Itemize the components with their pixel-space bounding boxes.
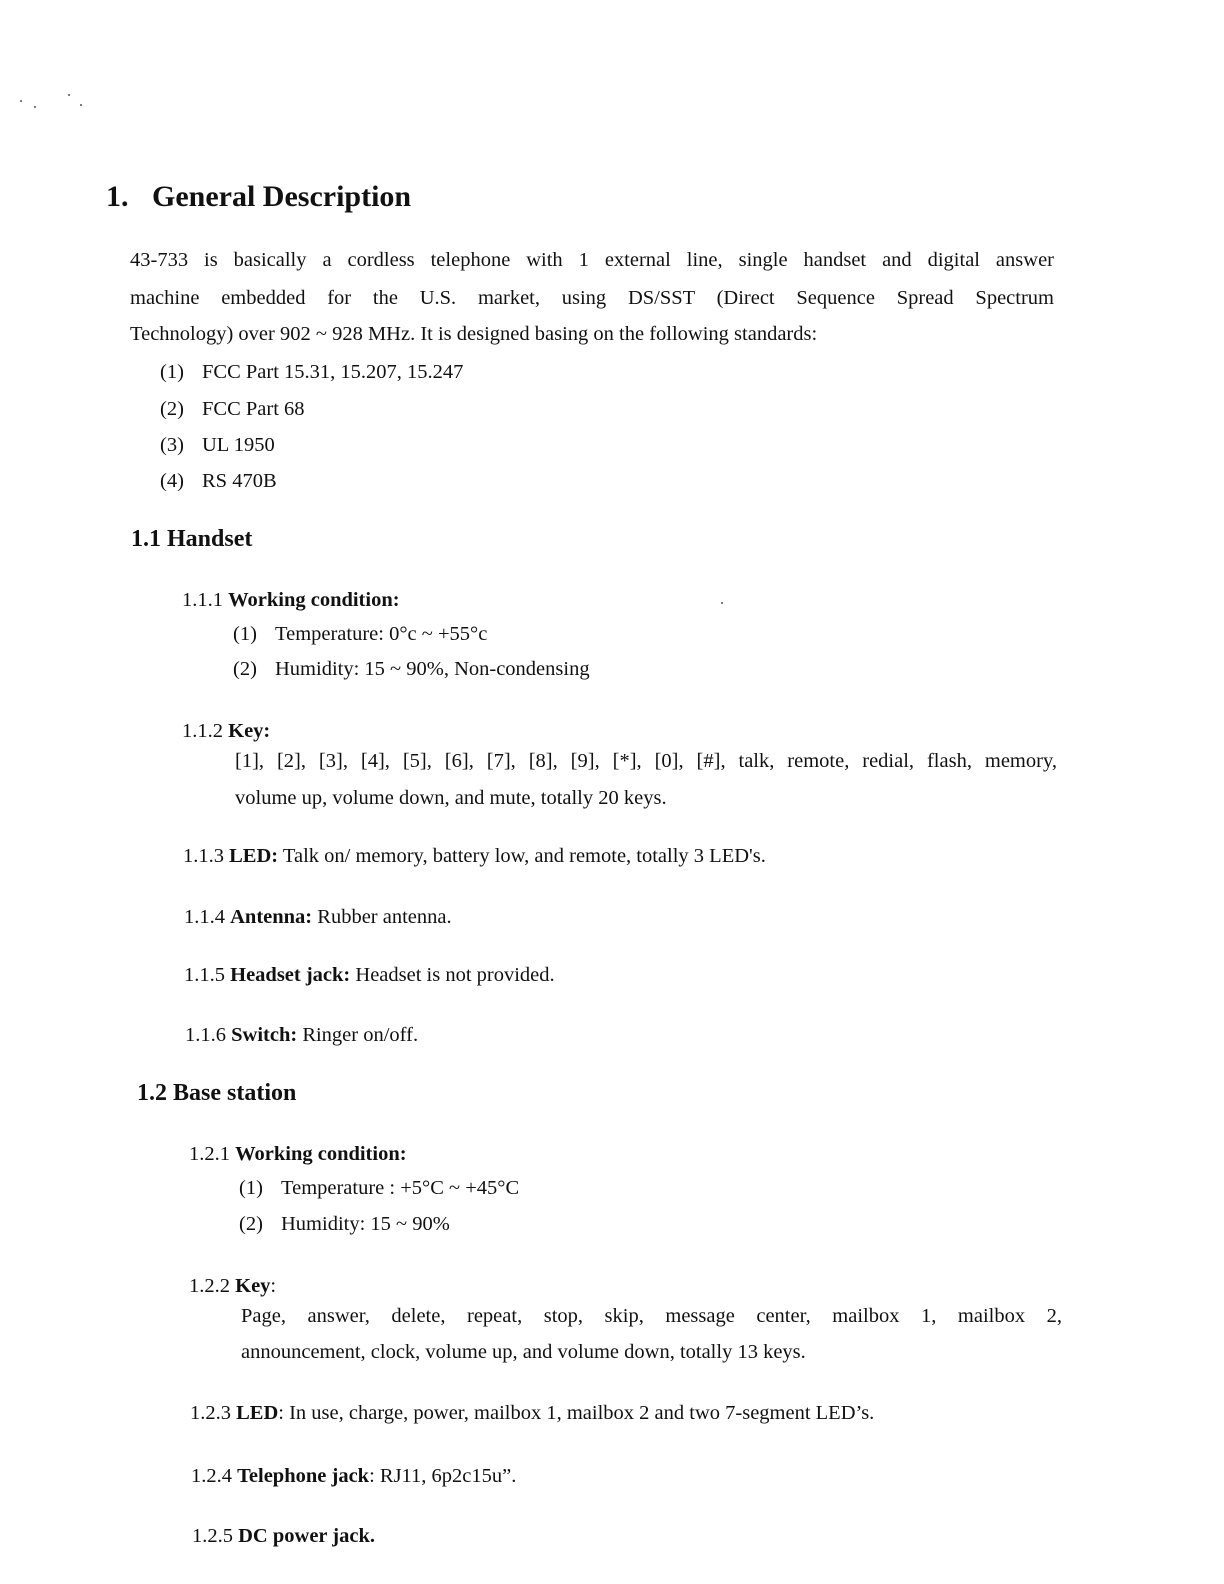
section-heading-base-station: 1.2 Base station [137,1080,297,1106]
item-label: (2) [239,1213,263,1235]
intro-line-2: machine embedded for the U.S. market, using DS/SST (Direct Sequence Spread Spectrum [130,287,1054,309]
sub-number: 1.2.1 [189,1143,230,1165]
item-text: Humidity: 15 ~ 90%, Non-condensing [275,658,590,680]
sub-number: 1.1.2 [182,720,223,742]
standard-item [160,434,275,457]
section-heading-handset: 1.1 Handset [131,526,253,552]
sub-text: Talk on/ memory, battery low, and remote, totally 3 LED's. [282,845,766,867]
handset-antenna [184,906,452,929]
list-item [233,623,487,646]
handset-switch [185,1024,418,1047]
sub-label: Key [235,1275,271,1297]
item-text: Humidity: 15 ~ 90% [281,1213,450,1235]
sub-label: LED [236,1402,279,1424]
sub-number: 1.2.2 [189,1275,230,1297]
sub-label: Telephone jack [237,1465,370,1487]
sub-number: 1.2.5 [192,1525,233,1547]
section-title: General Description [152,180,412,213]
item-text: UL 1950 [202,434,275,456]
item-text: Temperature: 0°c ~ +55°c [275,623,488,645]
sub-label: Working condition: [235,1143,407,1165]
sub-label: Headset jack: [230,964,351,986]
standard-item [160,398,305,421]
item-label: (1) [239,1177,263,1199]
sub-text: Rubber antenna. [317,906,452,928]
handset-key-line-1: [1], [2], [3], [4], [5], [6], [7], [8], [9], [*], [0], [#], talk, remote, redial, flash, memory, [235,750,1057,772]
item-label: (2) [233,658,257,680]
sub-text: Ringer on/off. [302,1024,419,1046]
scan-speck [68,94,70,96]
sub-label: LED: [229,845,279,867]
handset-key-line-2: volume up, volume down, and mute, totally 20 keys. [235,787,667,809]
scan-speck [20,100,22,102]
handset-working-condition [182,589,400,612]
sub-text: : In use, charge, power, mailbox 1, mailbox 2 and two 7-segment LED’s. [278,1402,875,1424]
item-label: (3) [160,434,184,456]
item-text: FCC Part 15.31, 15.207, 15.247 [202,361,464,383]
item-label: (1) [233,623,257,645]
sub-number: 1.1.6 [185,1024,226,1046]
standard-item [160,361,463,384]
handset-headset-jack [184,964,555,987]
sub-label: Switch: [231,1024,298,1046]
sub-number: 1.1.3 [183,845,224,867]
standard-item [160,470,277,493]
scan-speck [721,602,723,604]
item-label: (2) [160,398,184,420]
scan-speck [34,106,36,108]
sub-label: Working condition: [228,589,400,611]
sub-number: 1.2.3 [190,1402,231,1424]
handset-led [183,845,766,868]
sub-label: DC power jack. [238,1525,375,1547]
base-key-line-2: announcement, clock, volume up, and volume down, totally 13 keys. [241,1341,806,1363]
sub-label: Key: [228,720,271,742]
sub-number: 1.1.5 [184,964,225,986]
page-title [106,180,411,214]
sub-number: 1.2.4 [191,1465,232,1487]
scan-speck [80,104,82,106]
item-label: (1) [160,361,184,383]
section-number: 1. [106,180,129,213]
base-working-condition [189,1143,407,1166]
intro-line-3: Technology) over 902 ~ 928 MHz. It is designed basing on the following standards: [130,323,818,345]
base-key-line-1: Page, answer, delete, repeat, stop, skip, message center, mailbox 1, mailbox 2, [241,1305,1062,1327]
list-item [233,658,590,681]
sub-text: Headset is not provided. [355,964,555,986]
intro-line-1: 43-733 is basically a cordless telephone with 1 external line, single handset and digital answer [130,249,1054,271]
item-text: FCC Part 68 [202,398,305,420]
item-label: (4) [160,470,184,492]
sub-suffix: : [270,1275,277,1297]
sub-number: 1.1.4 [184,906,225,928]
sub-number: 1.1.1 [182,589,223,611]
sub-label: Antenna: [230,906,313,928]
list-item [239,1213,450,1236]
handset-key [182,720,270,743]
base-key [189,1275,276,1298]
base-telephone-jack [191,1465,516,1488]
base-dc-power-jack [192,1525,375,1548]
item-text: RS 470B [202,470,277,492]
item-text: Temperature : +5°C ~ +45°C [281,1177,520,1199]
list-item [239,1177,519,1200]
base-led [190,1402,874,1425]
sub-text: : RJ11, 6p2c15u”. [369,1465,517,1487]
